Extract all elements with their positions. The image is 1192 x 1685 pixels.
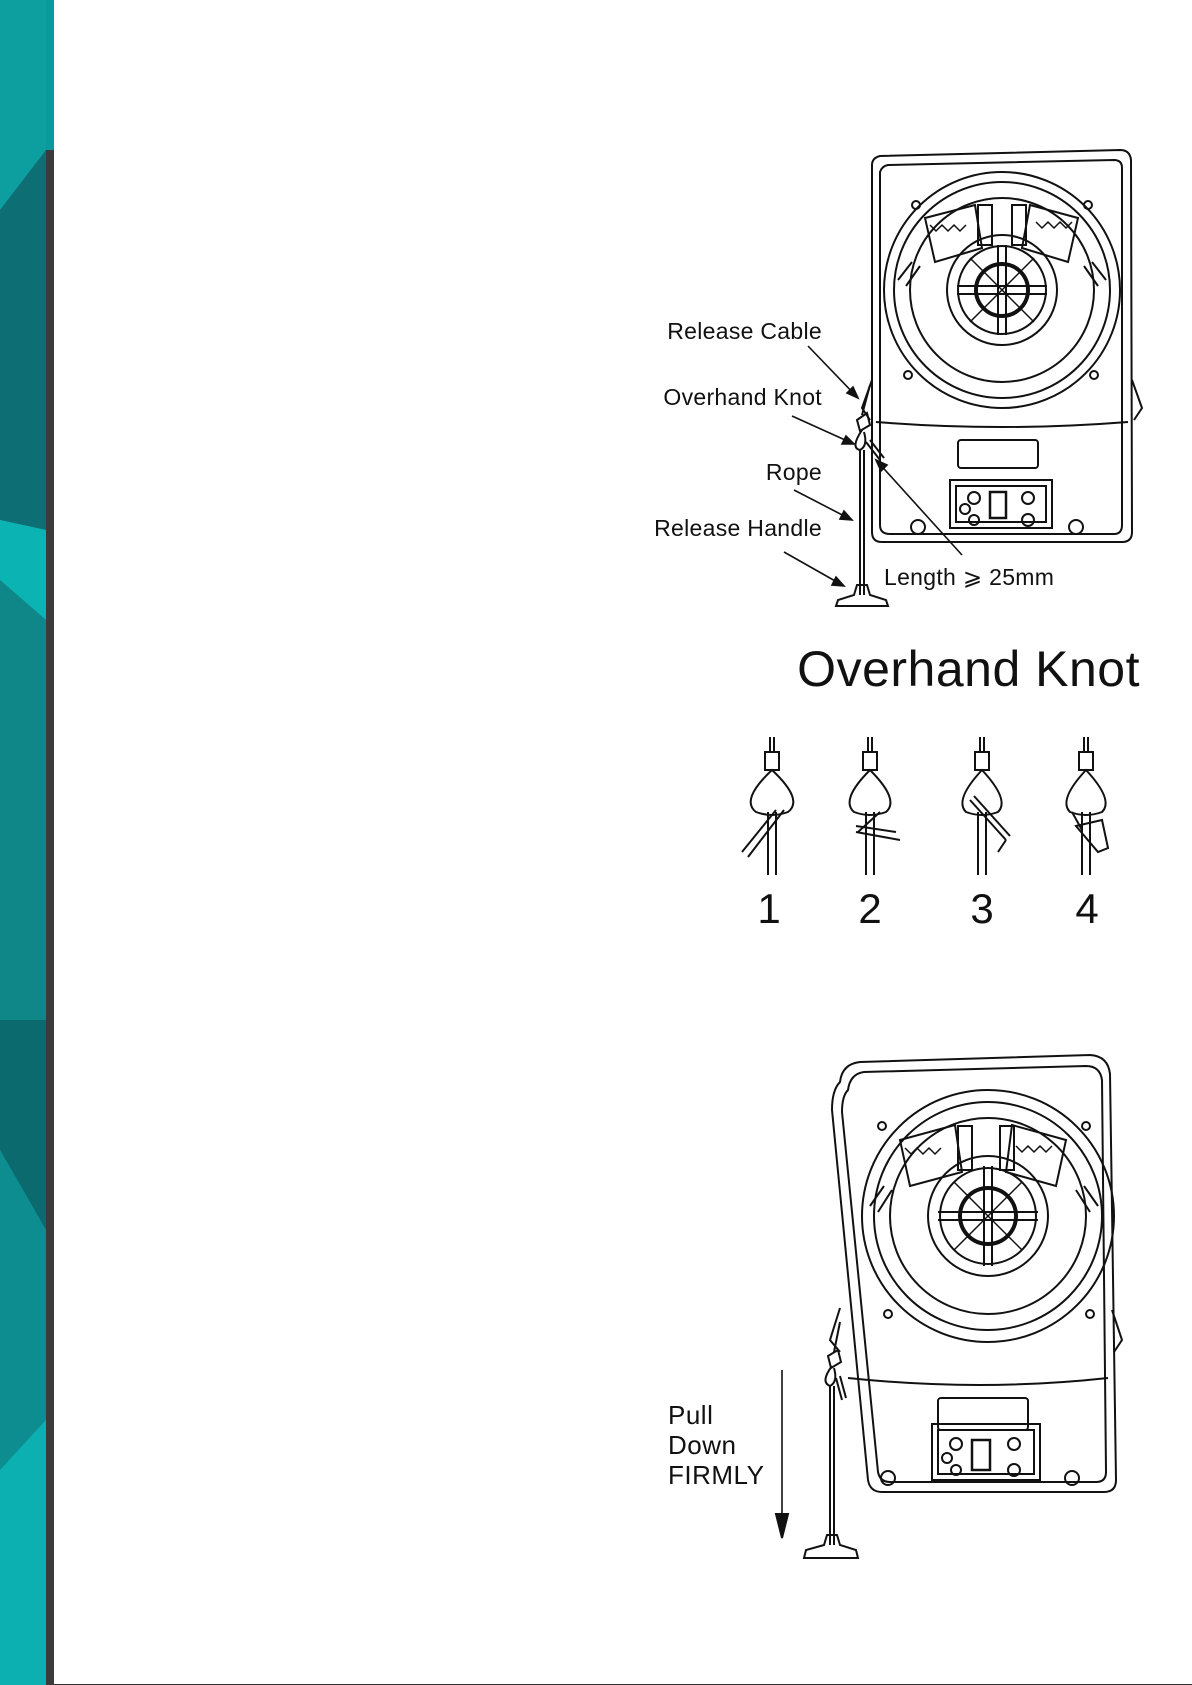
knot-step-1-drawing bbox=[742, 737, 793, 875]
knot-step-4-drawing bbox=[1066, 737, 1108, 875]
knot-step-number: 2 bbox=[858, 885, 882, 932]
label-length-min: Length ⩾ 25mm bbox=[884, 564, 1055, 590]
label-release-handle: Release Handle bbox=[654, 515, 822, 541]
pull-instruction-line: Pull bbox=[668, 1400, 714, 1430]
knot-step-2-drawing bbox=[850, 737, 900, 875]
knot-step-3-drawing bbox=[962, 737, 1010, 875]
motor-unit-top-drawing bbox=[862, 150, 1142, 542]
release-rope-assembly-bottom bbox=[804, 1322, 858, 1558]
motor-unit-bottom-drawing bbox=[830, 1055, 1122, 1492]
knot-step-number: 4 bbox=[1075, 885, 1099, 932]
knot-section-title: Overhand Knot bbox=[797, 641, 1140, 697]
label-overhand-knot: Overhand Knot bbox=[663, 384, 822, 410]
pull-down-arrow bbox=[776, 1370, 788, 1538]
label-rope: Rope bbox=[765, 459, 822, 485]
label-release-cable: Release Cable bbox=[667, 318, 822, 344]
pull-instruction-line: Down bbox=[668, 1430, 737, 1460]
pull-instruction-line: FIRMLY bbox=[668, 1460, 765, 1490]
knot-step-number: 1 bbox=[757, 885, 781, 932]
knot-step-number: 3 bbox=[970, 885, 994, 932]
